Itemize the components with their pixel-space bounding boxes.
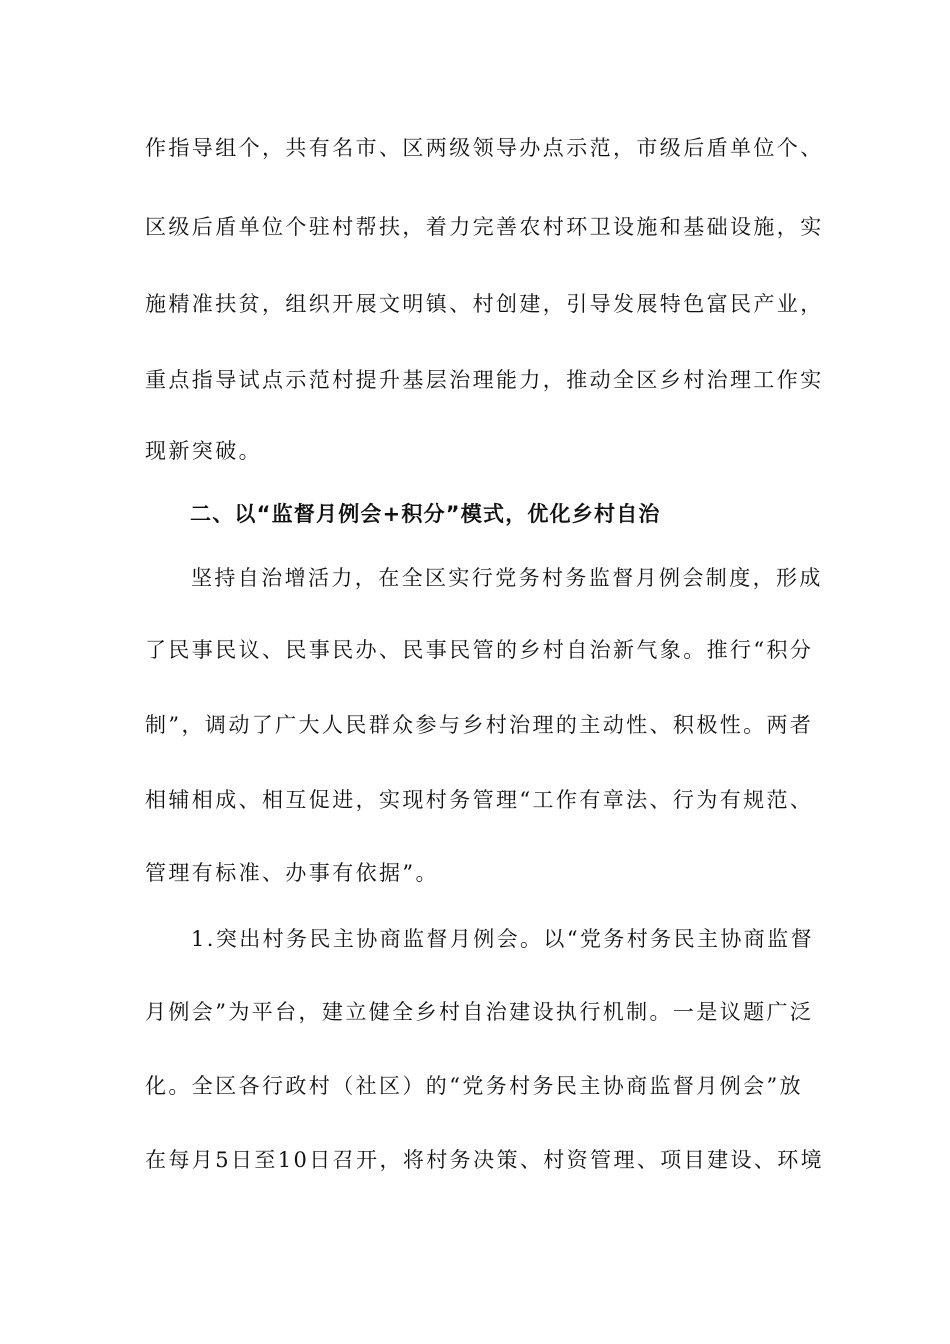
paragraph-line: 月例会”为平台，建立健全乡村自治建设执行机制。一是议题广泛 — [145, 1000, 814, 1024]
paragraph-line: 相辅相成、相互促进，实现村务管理“工作有章法、行为有规范、 — [145, 788, 814, 812]
section-heading: 二、以“监督月例会+积分”模式，优化乡村自治 — [190, 502, 661, 526]
paragraph-line: 了民事民议、民事民办、民事民管的乡村自治新气象。推行“积分 — [145, 638, 814, 662]
paragraph-line: 重点指导试点示范村提升基层治理能力，推动全区乡村治理工作实 — [145, 368, 824, 392]
paragraph-line: 化。全区各行政村（社区）的“党务村务民主协商监督月例会”放 — [145, 1074, 804, 1098]
paragraph-line: 1.突出村务民主协商监督月例会。以“党务村务民主协商监督 — [191, 927, 814, 951]
paragraph-line: 作指导组个，共有名市、区两级领导办点示范，市级后盾单位个、 — [145, 136, 824, 160]
paragraph-line: 管理有标准、办事有依据”。 — [145, 861, 439, 885]
paragraph-line: 坚持自治增活力，在全区实行党务村务监督月例会制度，形成 — [191, 566, 823, 590]
paragraph-line: 施精准扶贫，组织开展文明镇、村创建，引导发展特色富民产业， — [145, 292, 824, 316]
paragraph-line: 制”，调动了广大人民群众参与乡村治理的主动性、积极性。两者 — [145, 713, 814, 737]
paragraph-line: 区级后盾单位个驻村帮扶，着力完善农村环卫设施和基础设施，实 — [145, 215, 824, 239]
paragraph-line: 现新突破。 — [145, 439, 262, 463]
paragraph-line: 在每月5日至10日召开，将村务决策、村资管理、项目建设、环境 — [145, 1148, 825, 1172]
